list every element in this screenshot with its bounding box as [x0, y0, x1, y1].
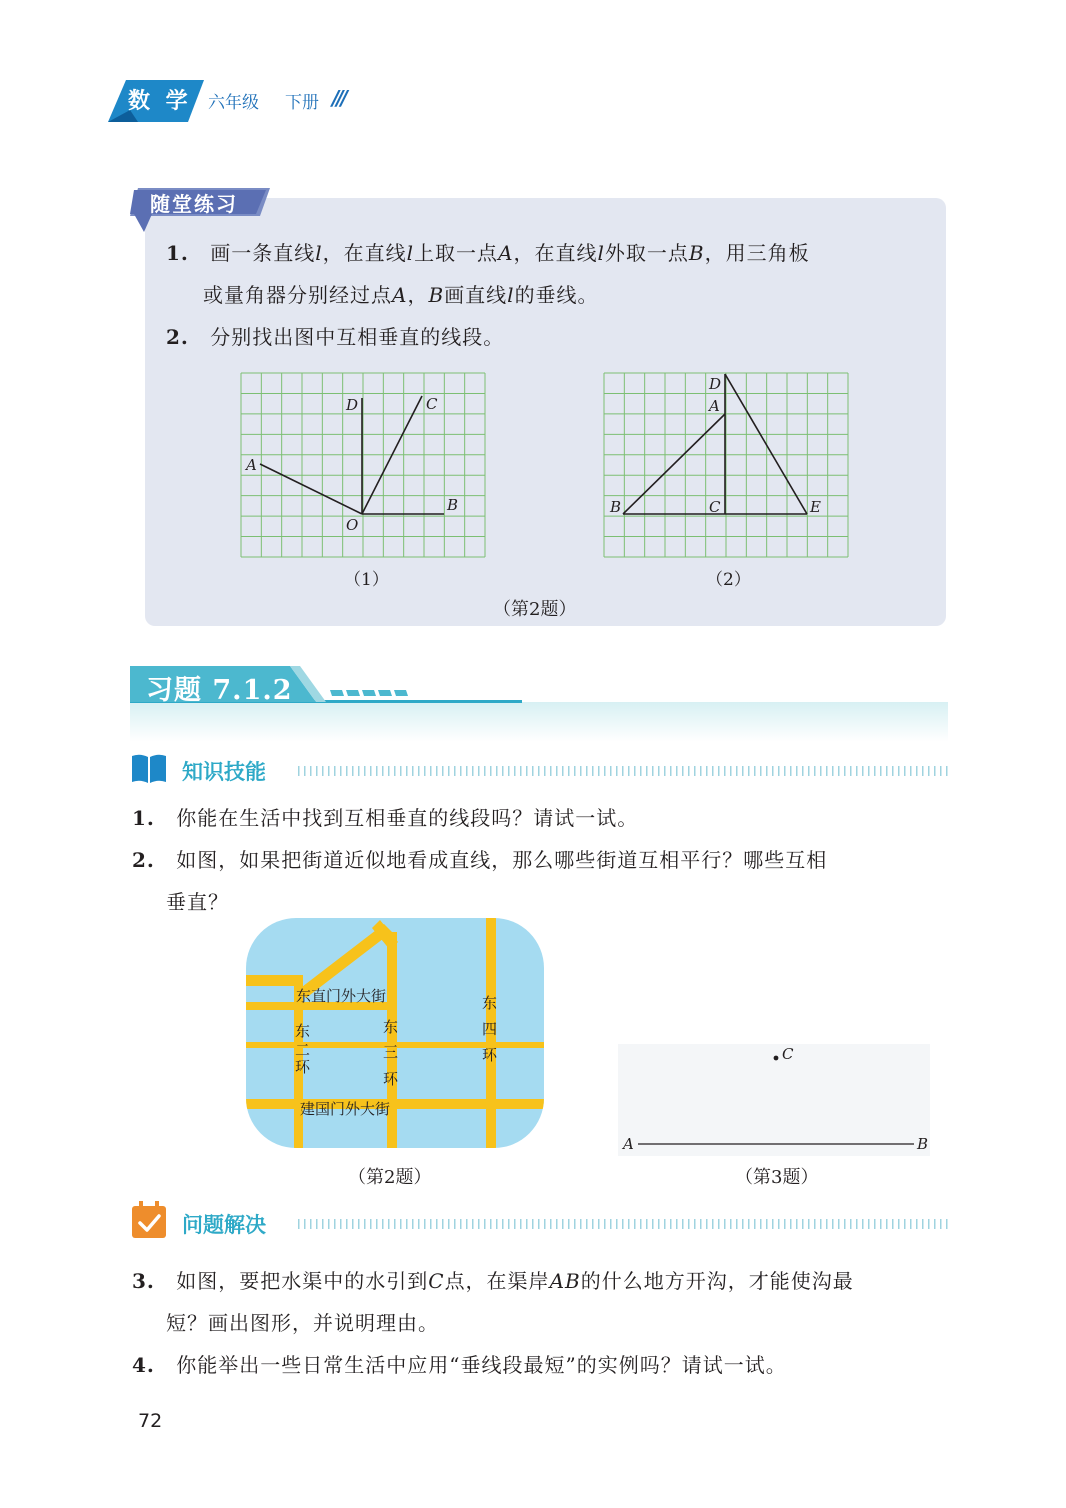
label-c2: C — [709, 498, 721, 516]
header-subject: 数 学 — [128, 89, 192, 114]
label-c: C — [426, 395, 438, 413]
segment-oa — [260, 464, 362, 514]
practice-q1-number: 1. — [166, 241, 189, 265]
svg-text:东: 东 — [295, 1022, 311, 1040]
svg-text:三: 三 — [383, 1043, 399, 1061]
problem-q4: 4. 你能举出一些日常生活中应用“垂线段最短”的实例吗？请试一试。 — [132, 1353, 787, 1377]
practice-q2: 2. 分别找出图中互相垂直的线段。 — [166, 325, 505, 349]
label-b2: B — [610, 498, 622, 516]
exercise-title: 习题 7.1.2 — [146, 675, 293, 706]
svg-text:B: B — [917, 1135, 929, 1153]
label-a: A — [246, 456, 257, 474]
street-label-jianguomen: 建国门外大街 — [300, 1100, 391, 1118]
map-caption: （第2题） — [348, 1167, 432, 1188]
knowledge-q1: 1. 你能在生活中找到互相垂直的线段吗？请试一试。 — [132, 806, 639, 830]
label-b: B — [447, 496, 459, 514]
section-knowledge-title: 知识技能 — [182, 760, 266, 784]
svg-text:环: 环 — [482, 1046, 498, 1064]
svg-text:四: 四 — [482, 1020, 498, 1038]
svg-text:C: C — [782, 1045, 794, 1063]
figure-2-grid — [603, 372, 849, 558]
svg-text:东: 东 — [482, 994, 498, 1012]
figure-1-grid — [240, 372, 486, 558]
label-e2: E — [810, 498, 821, 516]
knowledge-q2: 2. 如图，如果把街道近似地看成直线，那么哪些街道互相平行？哪些互相 — [132, 848, 828, 872]
problem-q3-line1: 3. 如图，要把水渠中的水引到C点，在渠岸AB的什么地方开沟，才能使沟最 — [132, 1269, 854, 1293]
label-d: D — [346, 396, 359, 414]
calendar-check-icon — [130, 1200, 168, 1240]
section-problem-divider — [298, 1219, 948, 1229]
svg-text:东: 东 — [383, 1018, 399, 1036]
label-o: O — [346, 516, 359, 534]
page-number: 72 — [138, 1410, 163, 1432]
svg-text:环: 环 — [295, 1058, 311, 1076]
svg-text:A: A — [623, 1135, 634, 1153]
label-a2: A — [709, 397, 720, 415]
header-grade: 六年级 — [208, 93, 259, 113]
section-problem-title: 问题解决 — [182, 1213, 266, 1237]
problem-q3-line2: 短？画出图形，并说明理由。 — [166, 1311, 439, 1335]
header-volume: 下册 — [285, 93, 319, 113]
header-slashes: /// — [332, 86, 345, 110]
figure-3-caption: （第3题） — [735, 1167, 819, 1188]
figure-3 — [618, 1040, 932, 1160]
segment-de — [725, 374, 807, 514]
practice-q1-line2: 或量角器分别经过点A，B画直线l的垂线。 — [203, 283, 599, 307]
svg-text:环: 环 — [383, 1070, 399, 1088]
knowledge-q2-line2: 垂直？ — [166, 890, 229, 914]
book-icon — [130, 752, 168, 786]
figure-2-caption: （2） — [706, 570, 751, 590]
practice-q1-line1: 1. 画一条直线l，在直线l上取一点A，在直线l外取一点B，用三角板 — [166, 241, 810, 265]
practice-title: 随堂练习 — [150, 192, 238, 216]
practice-q2-number: 2. — [166, 325, 189, 349]
svg-text:二: 二 — [295, 1041, 311, 1059]
figure-1-caption: （1） — [344, 570, 389, 590]
canal-area — [618, 1044, 930, 1156]
label-d2: D — [709, 375, 722, 393]
practice-figure-caption: （第2题） — [493, 599, 577, 620]
street-label-dongzhimen: 东直门外大街 — [296, 987, 387, 1005]
point-c — [774, 1056, 779, 1061]
section-knowledge-divider — [298, 766, 948, 776]
street-map — [246, 918, 546, 1150]
